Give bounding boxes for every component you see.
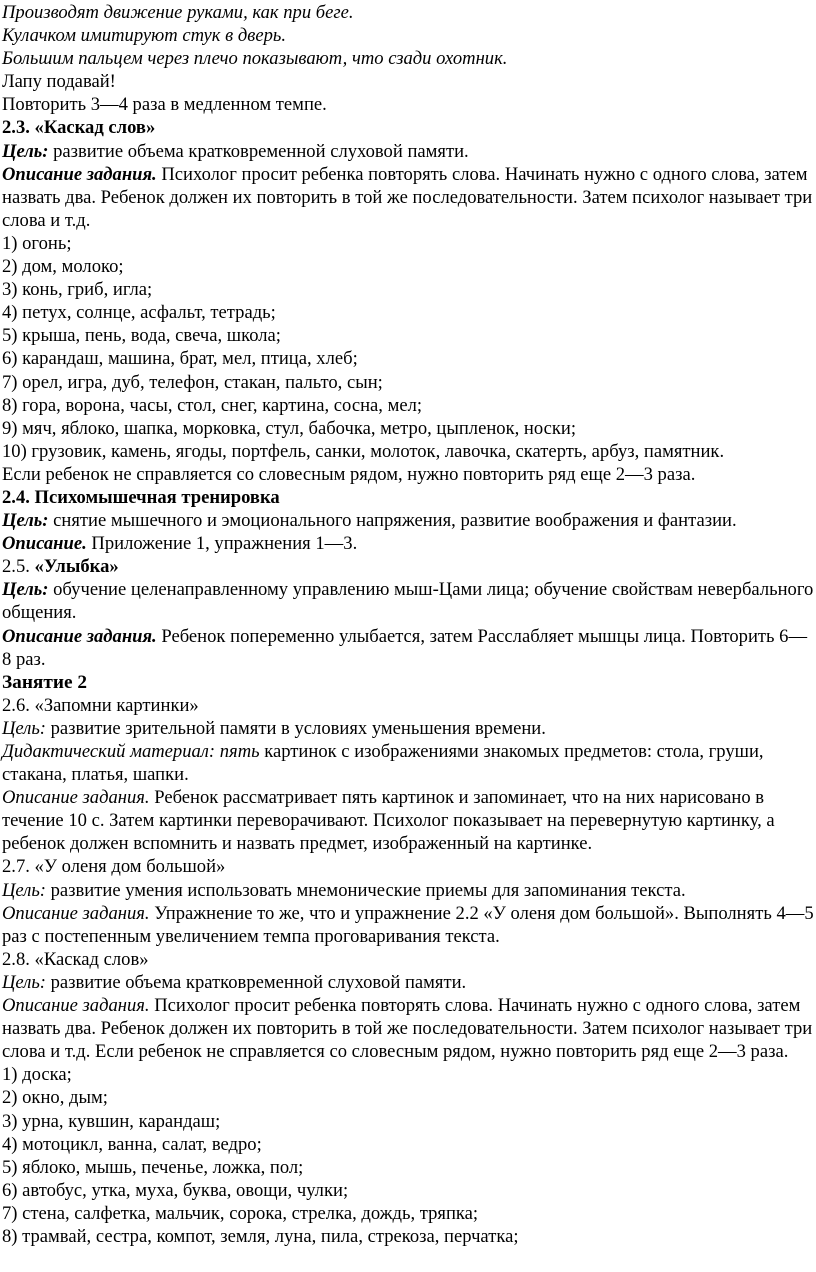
section-heading-2-3: 2.3. «Каскад слов» [2,117,156,139]
lesson-heading: Занятие 2 [2,671,87,693]
description-paragraph [2,625,814,671]
word-list-item: 1) огонь; [2,232,72,254]
description-label: Описание задания. [2,163,157,185]
goal-paragraph [2,140,814,163]
description-paragraph [2,532,814,555]
description-paragraph [2,994,814,1063]
word-list-item: 7) орел, игра, дуб, телефон, стакан, пальто, сын; [2,371,383,393]
description-label: Описание задания. [2,902,150,924]
word-list-item: 9) мяч, яблоко, шапка, морковка, стул, бабочка, метро, цыпленок, носки; [2,417,577,439]
word-list-item: 5) крыша, пень, вода, свеча, школа; [2,325,281,347]
instruction-line: Производят движение руками, как при беге. [2,2,354,23]
instruction-line: Кулачком имитируют стук в дверь. [2,25,286,47]
word-list-item: 6) карандаш, машина, брат, мел, птица, хлеб; [2,348,358,370]
goal-label: Цель: [2,971,46,993]
goal-paragraph [2,578,814,624]
goal-label: Цель: [2,879,46,901]
description-label: Описание. [2,533,87,555]
description-paragraph [2,786,814,855]
section-title: «Улыбка» [34,556,119,578]
description-paragraph [2,163,814,232]
description-text: Ребенок рассматривает пять картинок и запоминает, что на них нарисовано в течение 10 с. Затем картинки переворачивают. Психолог показывает на перевернутую картинку, а ребенок должен вспомнить и назвать предмет, изображенный на картинке. [2,787,775,855]
description-text: Психолог просит ребенка повторять слова. Начинать нужно с одного слова, затем назвать два. Ребенок должен их повторить в той же последовательности. Затем психолог называет три слова и т.д. [2,163,813,231]
goal-label: Цель: [2,717,46,739]
description-label: Описание задания. [2,995,150,1017]
goal-text: развитие зрительной памяти в условиях уменьшения времени. [45,717,546,739]
description-label: Описание задания. [2,787,150,809]
description-text: Упражнение то же, что и упражнение 2.2 «У оленя дом большой». Выполнять 4—5 раз с постепенным увеличением темпа проговаривания текста. [2,902,814,947]
description-label: Описание задания. [2,625,157,647]
goal-paragraph [2,717,814,740]
goal-text: обучение целенаправленному управлению мыш-Цами лица; обучение свойствам невербального общения. [2,579,814,624]
section-heading-2-8: 2.8. «Каскад слов» [2,948,149,970]
goal-paragraph [2,971,814,994]
section-number: 2.5. [2,556,35,578]
description-paragraph [2,902,814,948]
goal-text: снятие мышечного и эмоционального напряжения, развитие воображения и фантазии. [48,510,737,532]
instruction-line: Лапу подавай! [2,71,116,93]
word-list-item: 5) яблоко, мышь, печенье, ложка, пол; [2,1156,304,1178]
word-list-item: 6) автобус, утка, муха, буква, овощи, чулки; [2,1179,349,1201]
goal-paragraph [2,509,814,532]
word-list-item: 4) мотоцикл, ванна, салат, ведро; [2,1133,262,1155]
word-list-item: 2) окно, дым; [2,1087,108,1109]
word-list-item: 3) конь, гриб, игла; [2,279,153,301]
word-list-item: 8) гора, ворона, часы, стол, снег, картина, сосна, мел; [2,394,423,416]
word-list-item: 7) стена, салфетка, мальчик, сорока, стрелка, дождь, тряпка; [2,1202,479,1224]
note-paragraph: Если ребенок не справляется со словесным рядом, нужно повторить ряд еще 2—3 раза. [2,463,696,485]
goal-text: развитие объема кратковременной слуховой памяти. [45,971,467,993]
word-list-item: 2) дом, молоко; [2,256,124,278]
instruction-line: Повторить 3—4 раза в медленном темпе. [2,94,327,116]
description-text: Приложение 1, упражнения 1—3. [86,533,358,555]
material-text: картинок с изображениями знакомых предметов: стола, груши, стакана, платья, шапки. [2,741,764,786]
instruction-line: Большим пальцем через плечо показывают, что сзади охотник. [2,48,508,70]
goal-label: Цель: [2,510,49,532]
word-list-item: 4) петух, солнце, асфальт, тетрадь; [2,302,276,324]
word-list-item: 3) урна, кувшин, карандаш; [2,1110,221,1132]
goal-text: развитие умения использовать мнемонические приемы для запоминания текста. [45,879,686,901]
material-label: Дидактический материал: пять [2,741,260,762]
goal-label: Цель: [2,579,49,601]
section-heading-2-7: 2.7. «У оленя дом большой» [2,856,226,878]
section-heading-2-4: 2.4. Психомышечная тренировка [2,486,280,508]
material-paragraph [2,740,814,786]
goal-paragraph [2,879,814,902]
word-list-item: 10) грузовик, камень, ягоды, портфель, санки, молоток, лавочка, скатерть, арбуз, памятник. [2,440,725,462]
description-text: Психолог просит ребенка повторять слова. Начинать нужно с одного слова, затем назвать два. Ребенок должен их повторить в той же последовательности. Затем психолог называет три слова и т.д. Если ребенок не справляется со словесным рядом, нужно повторить ряд еще 2—3 раза. [2,995,813,1063]
word-list-item: 1) доска; [2,1064,72,1086]
section-heading-2-6: 2.6. «Запомни картинки» [2,694,199,716]
goal-text: развитие объема кратковременной слуховой памяти. [48,140,469,162]
section-heading-2-5 [2,555,814,578]
description-text: Ребенок попеременно улыбается, затем Расслабляет мышцы лица. Повторить 6—8 раз. [2,625,808,670]
goal-label: Цель: [2,140,49,162]
word-list-item: 8) трамвай, сестра, компот, земля, луна, пила, стрекоза, перчатка; [2,1225,519,1247]
